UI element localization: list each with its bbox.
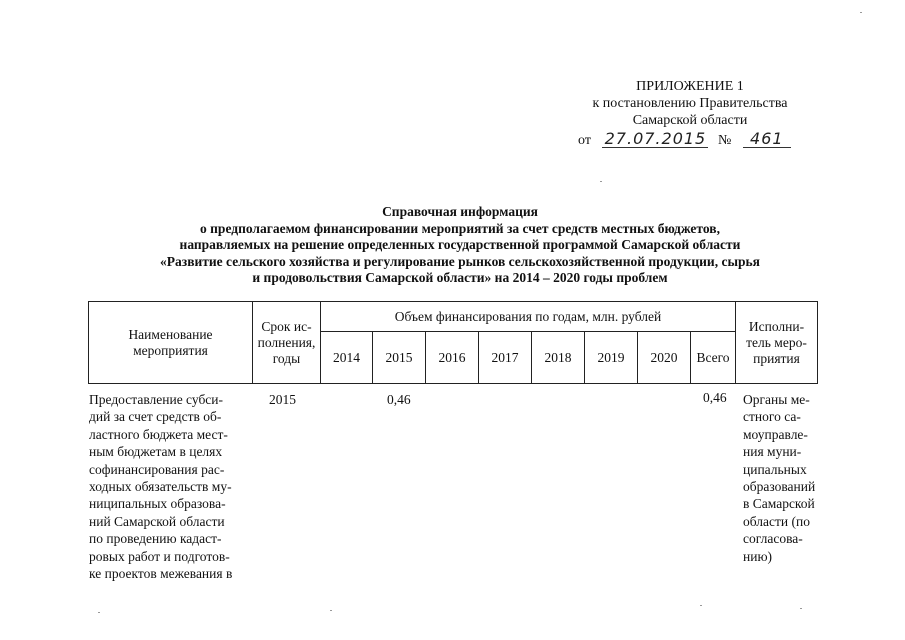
header-executor-line: приятия	[753, 350, 800, 366]
scan-speck	[600, 181, 602, 182]
header-measure-line: Наименование	[128, 326, 213, 342]
executor-line: стного са-	[743, 409, 801, 425]
title-line-2: о предполагаемом финансировании мероприятий за счет средств местных бюджетов,	[200, 220, 720, 236]
scan-speck	[860, 12, 862, 13]
date-prefix: от	[578, 133, 591, 148]
executor-line: ния муни-	[743, 444, 802, 460]
year-2015: 2015	[373, 332, 426, 384]
measure-line: ным бюджетам в целях	[89, 444, 223, 460]
total-value: 0,46	[703, 390, 727, 405]
title-line-4: «Развитие сельского хозяйства и регулирование рынков сельскохозяйственной продукции, сырья	[160, 253, 760, 269]
year-2016: 2016	[426, 332, 479, 384]
header-measure	[89, 302, 253, 384]
header-period	[253, 302, 321, 384]
measure-line: ке проектов межевания в	[89, 566, 233, 582]
year-2017: 2017	[479, 332, 532, 384]
header-executor	[736, 302, 818, 384]
handwritten-number: 461	[743, 131, 791, 148]
header-funding: Объем финансирования по годам, млн. рублей	[321, 302, 736, 332]
executor-line: моуправле-	[743, 426, 808, 442]
year-2020: 2020	[638, 332, 691, 384]
document-title	[100, 204, 820, 287]
executor-line: нию)	[743, 548, 773, 564]
appendix-resolution: к постановлению Правительства	[592, 96, 788, 111]
appendix-title: ПРИЛОЖЕНИЕ 1	[636, 79, 744, 94]
header-period-line: годы	[272, 350, 301, 366]
header-executor-line: Исполни-	[748, 318, 805, 334]
scan-speck	[330, 610, 332, 611]
executor-line: ципальных	[743, 461, 807, 477]
measure-line: ластного бюджета мест-	[89, 426, 228, 442]
executor-line: согласова-	[743, 531, 803, 547]
scan-speck	[700, 605, 702, 606]
appendix-block	[560, 78, 820, 129]
measure-line: дий за счет средств об-	[89, 409, 222, 425]
measure-line: Предоставление субси-	[89, 392, 224, 407]
period-value: 2015	[269, 392, 296, 407]
title-line-1: Справочная информация	[382, 204, 538, 219]
year-2019: 2019	[585, 332, 638, 384]
value-2015: 0,46	[387, 392, 411, 407]
funding-table-header	[88, 301, 818, 384]
header-period-line: Срок ис-	[261, 318, 312, 334]
executor-text	[743, 391, 825, 565]
executor-line: области (по	[743, 513, 810, 529]
year-2014: 2014	[321, 332, 373, 384]
header-period-line: полнения,	[257, 334, 316, 350]
header-total: Всего	[691, 332, 736, 384]
number-prefix: №	[717, 133, 732, 148]
measure-line: по проведению кадаст-	[89, 531, 222, 547]
scan-speck	[98, 612, 100, 613]
title-line-3: направляемых на решение определенных государственной программой Самарской области	[179, 237, 741, 253]
resolution-date-number	[578, 131, 838, 149]
measure-line: ровых работ и подготов-	[89, 548, 230, 564]
header-executor-line: тель меро-	[746, 334, 807, 350]
header-measure-line: мероприятия	[133, 342, 208, 358]
measure-line: ниципальных образова-	[89, 496, 226, 512]
executor-line: в Самарской	[743, 496, 815, 512]
title-line-5: и продовольствия Самарской области» на 2014 – 2020 годы проблем	[252, 270, 668, 286]
scan-speck	[800, 608, 802, 609]
measure-line: ходных обязательств му-	[89, 479, 232, 495]
executor-line: Органы ме-	[743, 392, 810, 407]
measure-line: ний Самарской области	[89, 513, 225, 529]
appendix-region: Самарской области	[632, 113, 748, 128]
year-2018: 2018	[532, 332, 585, 384]
handwritten-date: 27.07.2015	[602, 131, 708, 148]
executor-line: образований	[743, 479, 816, 495]
measure-line: софинансирования рас-	[89, 461, 225, 477]
measure-text	[89, 391, 251, 582]
